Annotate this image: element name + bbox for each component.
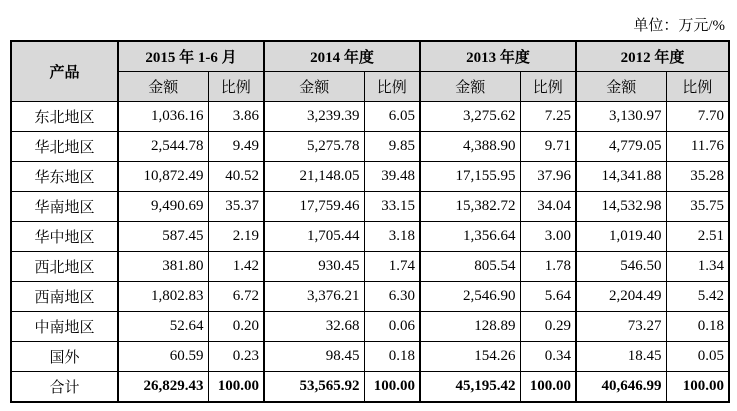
ratio-cell: 6.30 (364, 282, 420, 312)
amount-header: 金额 (576, 72, 666, 102)
amount-cell: 128.89 (420, 312, 520, 342)
ratio-cell: 9.85 (364, 132, 420, 162)
amount-cell: 32.68 (264, 312, 364, 342)
ratio-cell: 35.75 (666, 192, 729, 222)
table-row (11, 312, 729, 342)
ratio-cell: 100.00 (364, 372, 420, 403)
header-row-periods (11, 41, 729, 72)
ratio-cell: 100.00 (666, 372, 729, 403)
region-cell: 西北地区 (11, 252, 118, 282)
amount-cell: 2,544.78 (118, 132, 208, 162)
table-row (11, 222, 729, 252)
table-row (11, 252, 729, 282)
amount-cell: 3,239.39 (264, 102, 364, 132)
ratio-cell: 0.18 (364, 342, 420, 372)
ratio-cell: 0.34 (520, 342, 576, 372)
amount-cell: 26,829.43 (118, 372, 208, 403)
ratio-cell: 9.49 (208, 132, 264, 162)
table-row (11, 102, 729, 132)
region-cell: 西南地区 (11, 282, 118, 312)
ratio-header: 比例 (520, 72, 576, 102)
ratio-cell: 1.42 (208, 252, 264, 282)
amount-cell: 1,802.83 (118, 282, 208, 312)
ratio-cell: 3.18 (364, 222, 420, 252)
ratio-cell: 3.86 (208, 102, 264, 132)
amount-header: 金额 (118, 72, 208, 102)
table-row (11, 342, 729, 372)
total-row (11, 372, 729, 403)
amount-cell: 1,036.16 (118, 102, 208, 132)
ratio-cell: 2.51 (666, 222, 729, 252)
amount-cell: 18.45 (576, 342, 666, 372)
ratio-header: 比例 (666, 72, 729, 102)
amount-cell: 14,341.88 (576, 162, 666, 192)
amount-cell: 381.80 (118, 252, 208, 282)
product-header: 产品 (11, 41, 118, 102)
ratio-cell: 2.19 (208, 222, 264, 252)
amount-cell: 17,759.46 (264, 192, 364, 222)
ratio-cell: 33.15 (364, 192, 420, 222)
amount-cell: 1,356.64 (420, 222, 520, 252)
table-row (11, 192, 729, 222)
region-cell: 合计 (11, 372, 118, 403)
amount-cell: 587.45 (118, 222, 208, 252)
ratio-cell: 9.71 (520, 132, 576, 162)
ratio-cell: 100.00 (208, 372, 264, 403)
amount-cell: 2,546.90 (420, 282, 520, 312)
ratio-cell: 39.48 (364, 162, 420, 192)
amount-cell: 10,872.49 (118, 162, 208, 192)
header-row-columns (11, 72, 729, 102)
amount-cell: 9,490.69 (118, 192, 208, 222)
amount-cell: 15,382.72 (420, 192, 520, 222)
amount-cell: 53,565.92 (264, 372, 364, 403)
region-sales-table (10, 40, 730, 403)
ratio-cell: 3.00 (520, 222, 576, 252)
ratio-cell: 0.20 (208, 312, 264, 342)
ratio-cell: 1.78 (520, 252, 576, 282)
ratio-header: 比例 (364, 72, 420, 102)
table-row (11, 132, 729, 162)
region-cell: 华北地区 (11, 132, 118, 162)
amount-header: 金额 (264, 72, 364, 102)
ratio-cell: 35.28 (666, 162, 729, 192)
amount-cell: 3,130.97 (576, 102, 666, 132)
ratio-cell: 0.06 (364, 312, 420, 342)
ratio-cell: 37.96 (520, 162, 576, 192)
amount-cell: 546.50 (576, 252, 666, 282)
unit-note: 单位：万元/% (633, 18, 725, 34)
ratio-cell: 5.42 (666, 282, 729, 312)
ratio-cell: 11.76 (666, 132, 729, 162)
region-cell: 华南地区 (11, 192, 118, 222)
ratio-cell: 0.23 (208, 342, 264, 372)
ratio-cell: 1.34 (666, 252, 729, 282)
amount-cell: 73.27 (576, 312, 666, 342)
amount-header: 金额 (420, 72, 520, 102)
amount-cell: 4,388.90 (420, 132, 520, 162)
ratio-cell: 35.37 (208, 192, 264, 222)
ratio-cell: 7.25 (520, 102, 576, 132)
amount-cell: 4,779.05 (576, 132, 666, 162)
period-header: 2012 年度 (576, 41, 729, 72)
ratio-cell: 0.05 (666, 342, 729, 372)
amount-cell: 3,376.21 (264, 282, 364, 312)
ratio-cell: 5.64 (520, 282, 576, 312)
amount-cell: 1,705.44 (264, 222, 364, 252)
amount-cell: 21,148.05 (264, 162, 364, 192)
ratio-cell: 6.72 (208, 282, 264, 312)
amount-cell: 60.59 (118, 342, 208, 372)
amount-cell: 930.45 (264, 252, 364, 282)
ratio-cell: 1.74 (364, 252, 420, 282)
region-cell: 华东地区 (11, 162, 118, 192)
region-cell: 中南地区 (11, 312, 118, 342)
amount-cell: 98.45 (264, 342, 364, 372)
amount-cell: 17,155.95 (420, 162, 520, 192)
period-header: 2013 年度 (420, 41, 576, 72)
period-header: 2015 年 1-6 月 (118, 41, 264, 72)
region-cell: 国外 (11, 342, 118, 372)
ratio-cell: 6.05 (364, 102, 420, 132)
table-row (11, 162, 729, 192)
amount-cell: 45,195.42 (420, 372, 520, 403)
amount-cell: 805.54 (420, 252, 520, 282)
period-header: 2014 年度 (264, 41, 420, 72)
region-cell: 华中地区 (11, 222, 118, 252)
ratio-cell: 34.04 (520, 192, 576, 222)
amount-cell: 2,204.49 (576, 282, 666, 312)
ratio-cell: 40.52 (208, 162, 264, 192)
amount-cell: 154.26 (420, 342, 520, 372)
table-row (11, 282, 729, 312)
ratio-cell: 100.00 (520, 372, 576, 403)
amount-cell: 52.64 (118, 312, 208, 342)
ratio-cell: 0.29 (520, 312, 576, 342)
amount-cell: 5,275.78 (264, 132, 364, 162)
ratio-header: 比例 (208, 72, 264, 102)
ratio-cell: 7.70 (666, 102, 729, 132)
amount-cell: 3,275.62 (420, 102, 520, 132)
amount-cell: 1,019.40 (576, 222, 666, 252)
ratio-cell: 0.18 (666, 312, 729, 342)
amount-cell: 14,532.98 (576, 192, 666, 222)
amount-cell: 40,646.99 (576, 372, 666, 403)
region-cell: 东北地区 (11, 102, 118, 132)
